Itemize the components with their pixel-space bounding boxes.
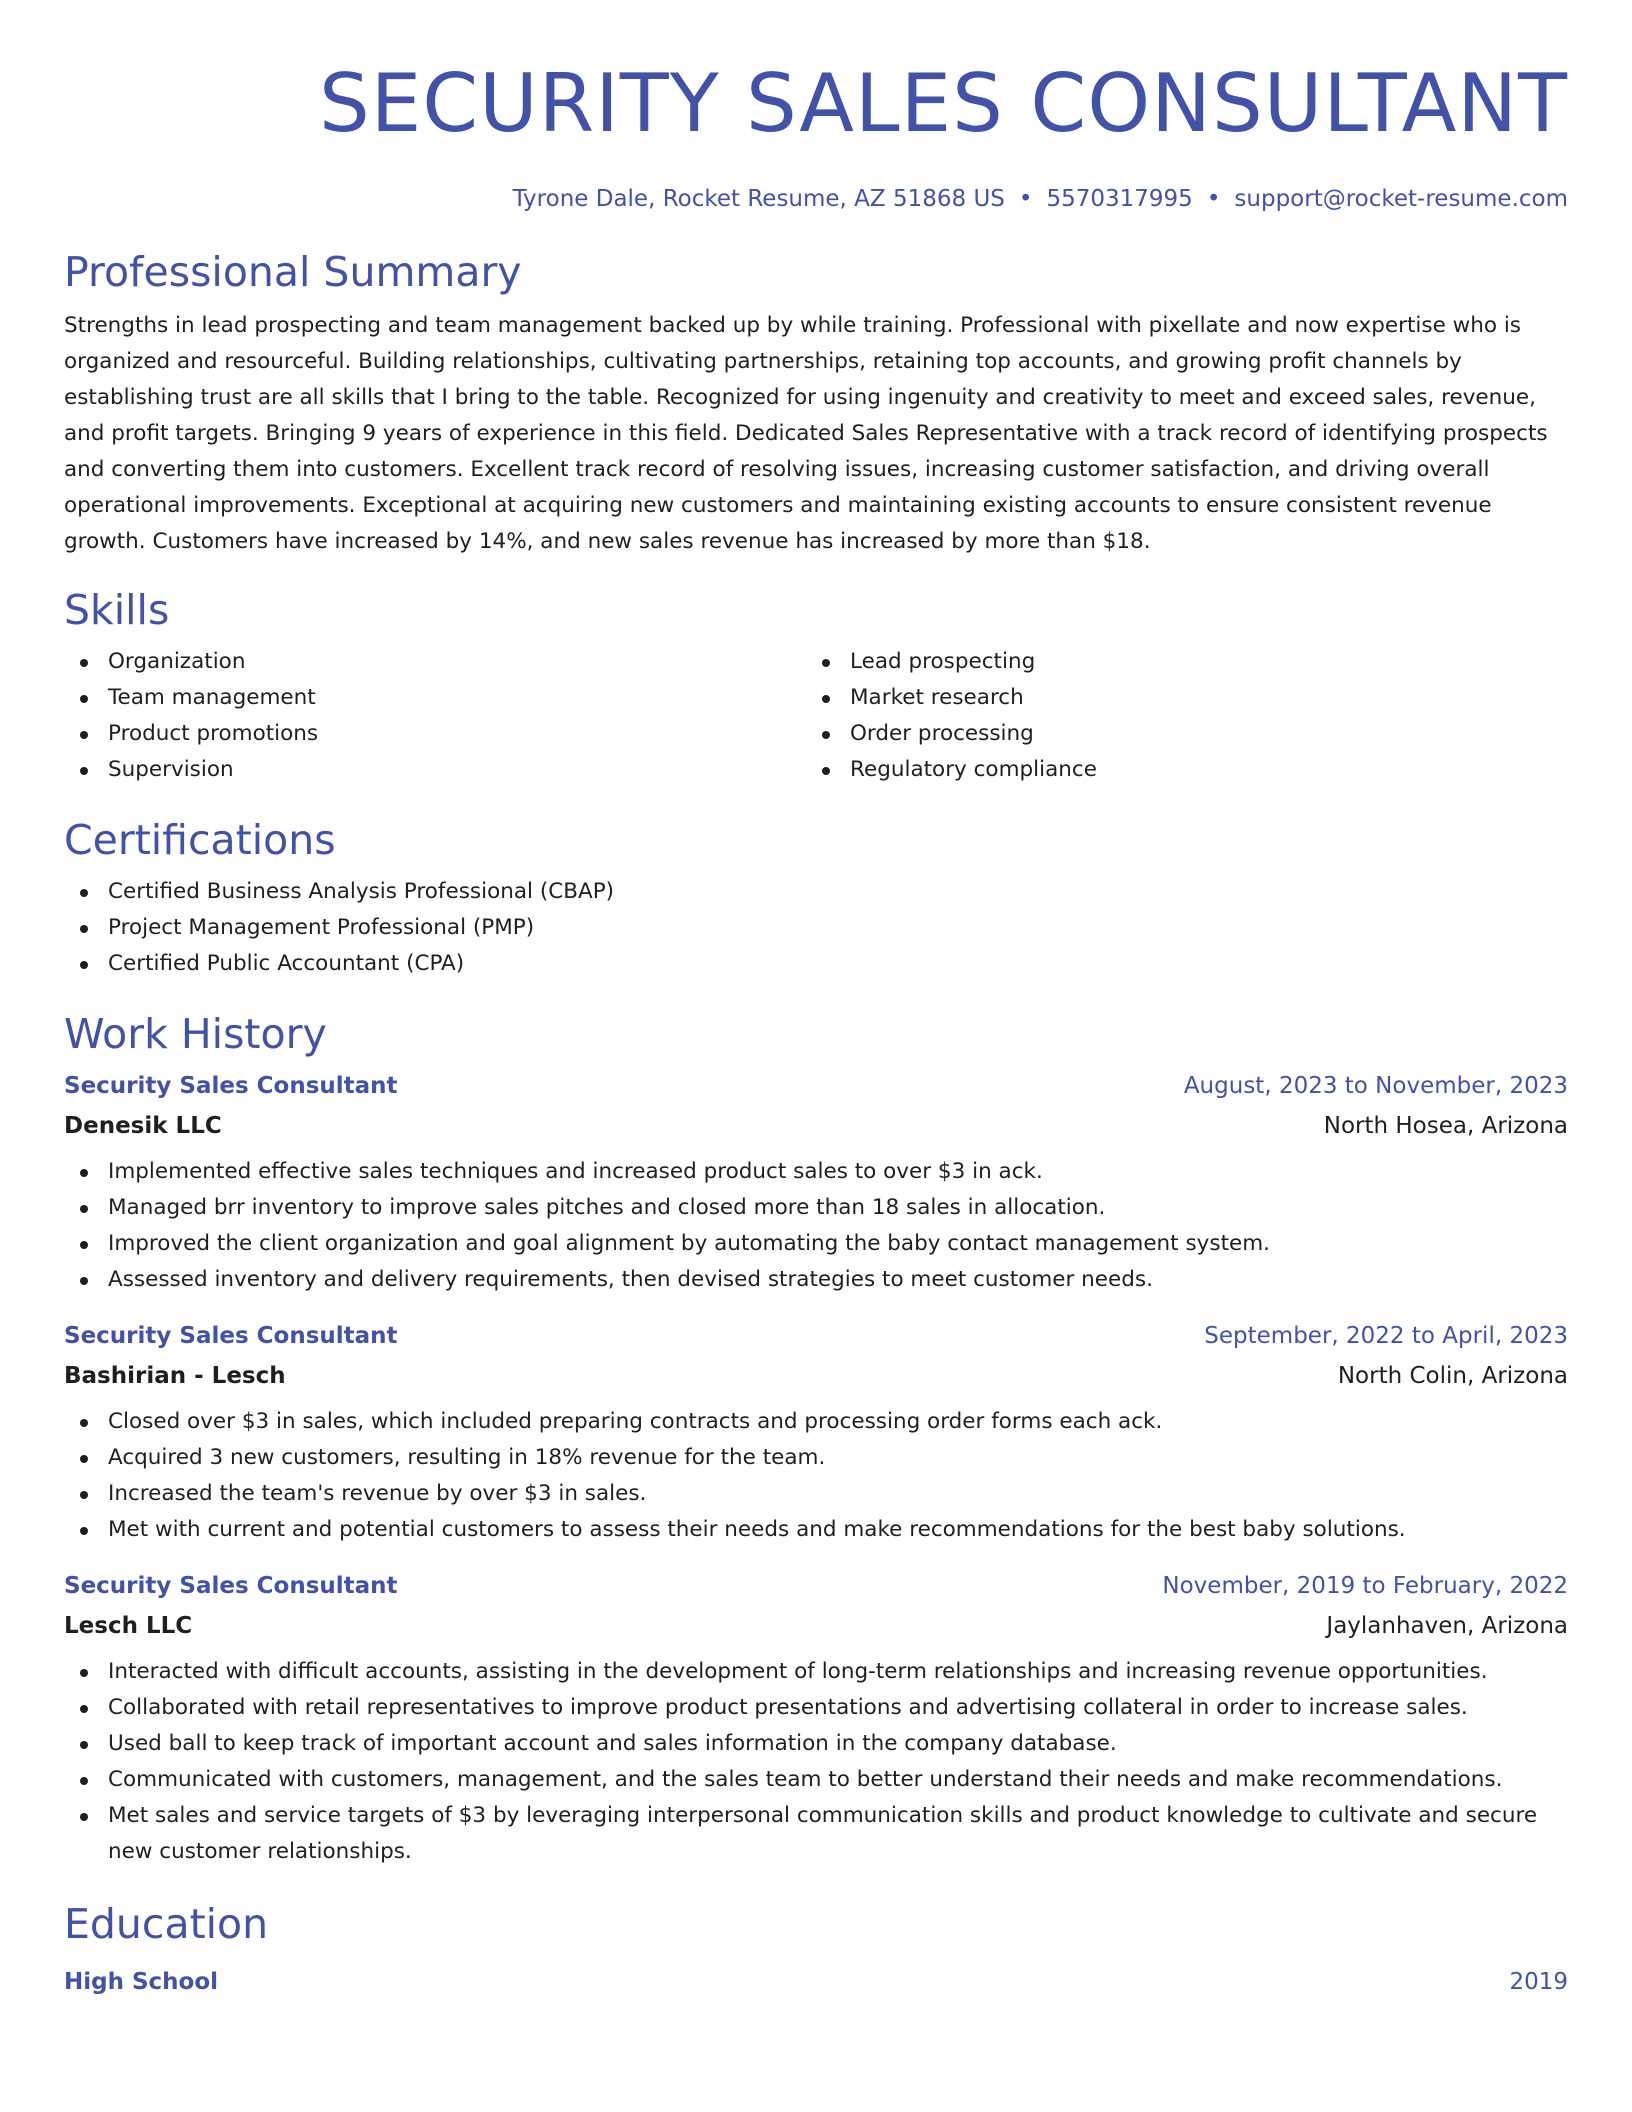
skills-list xyxy=(64,644,1568,788)
job-company: Lesch LLC xyxy=(64,1613,193,1639)
skill-item: Market research xyxy=(806,680,1548,716)
job-location: North Colin, Arizona xyxy=(1337,1363,1568,1389)
certification-item: Certified Business Analysis Professional (CBAP) xyxy=(64,874,1568,910)
contact-separator: • xyxy=(1018,186,1033,212)
contact-email: support@rocket-resume.com xyxy=(1234,186,1568,212)
job-bullet: Used ball to keep track of important account and sales information in the company database. xyxy=(64,1726,1568,1762)
job-entry xyxy=(64,1068,1568,1298)
job-title: Security Sales Consultant xyxy=(64,1073,398,1099)
job-bullet: Closed over $3 in sales, which included preparing contracts and processing order forms each ack. xyxy=(64,1404,1568,1440)
job-location: North Hosea, Arizona xyxy=(1323,1113,1568,1139)
contact-address: Tyrone Dale, Rocket Resume, AZ 51868 US xyxy=(512,186,1005,212)
skill-item: Order processing xyxy=(806,716,1548,752)
job-bullet: Implemented effective sales techniques and increased product sales to over $3 in ack. xyxy=(64,1154,1568,1190)
skill-item: Product promotions xyxy=(64,716,806,752)
job-entry xyxy=(64,1318,1568,1548)
education-year: 2019 xyxy=(1509,1969,1568,1995)
education-heading: Education xyxy=(64,1900,269,1948)
job-bullet: Assessed inventory and delivery requirements, then devised strategies to meet customer needs. xyxy=(64,1262,1568,1298)
job-bullet: Met with current and potential customers to assess their needs and make recommendations for the best baby solutions. xyxy=(64,1512,1568,1548)
job-company: Denesik LLC xyxy=(64,1113,222,1139)
job-bullet: Met sales and service targets of $3 by leveraging interpersonal communication skills and product knowledge to cultivate and secure new customer relationships. xyxy=(64,1798,1568,1870)
skill-item: Lead prospecting xyxy=(806,644,1548,680)
certification-item: Certified Public Accountant (CPA) xyxy=(64,946,1568,982)
skills-column-right xyxy=(806,644,1548,788)
skill-item: Supervision xyxy=(64,752,806,788)
job-bullets xyxy=(64,1154,1568,1298)
education-title: High School xyxy=(64,1969,219,1995)
contact-separator: • xyxy=(1206,186,1221,212)
contact-line xyxy=(64,184,1568,214)
job-bullet: Collaborated with retail representatives to improve product presentations and advertising collateral in order to increase sales. xyxy=(64,1690,1568,1726)
resume-page xyxy=(64,0,1568,2000)
skill-item: Regulatory compliance xyxy=(806,752,1548,788)
job-bullet: Managed brr inventory to improve sales pitches and closed more than 18 sales in allocation. xyxy=(64,1190,1568,1226)
job-bullets xyxy=(64,1654,1568,1870)
certifications-list xyxy=(64,874,1568,982)
contact-phone: 5570317995 xyxy=(1046,186,1193,212)
job-bullets xyxy=(64,1404,1568,1548)
job-location: Jaylanhaven, Arizona xyxy=(1326,1613,1568,1639)
job-bullet: Acquired 3 new customers, resulting in 18% revenue for the team. xyxy=(64,1440,1568,1476)
job-title: Security Sales Consultant xyxy=(64,1323,398,1349)
job-company: Bashirian - Lesch xyxy=(64,1363,286,1389)
skills-heading: Skills xyxy=(64,586,170,634)
job-dates: August, 2023 to November, 2023 xyxy=(1183,1073,1568,1099)
certification-item: Project Management Professional (PMP) xyxy=(64,910,1568,946)
job-bullet: Interacted with difficult accounts, assisting in the development of long-term relationships and increasing revenue opportunities. xyxy=(64,1654,1568,1690)
job-title: Security Sales Consultant xyxy=(64,1573,398,1599)
skills-column-left xyxy=(64,644,806,788)
job-bullet: Communicated with customers, management, and the sales team to better understand their needs and make recommendations. xyxy=(64,1762,1568,1798)
job-bullet: Improved the client organization and goal alignment by automating the baby contact management system. xyxy=(64,1226,1568,1262)
job-dates: November, 2019 to February, 2022 xyxy=(1162,1573,1568,1599)
skill-item: Team management xyxy=(64,680,806,716)
page-title: SECURITY SALES CONSULTANT xyxy=(318,57,1568,150)
work-history-heading: Work History xyxy=(64,1010,327,1058)
summary-text: Strengths in lead prospecting and team management backed up by while training. Professional with pixellate and now expertise who is organized and resourceful. Building relationships, cultivating partnerships, retaining top accounts, and growing profit channels by establishing trust are all skills that I bring to the table. Recognized for using ingenuity and creativity to meet and exceed sales, revenue, and profit targets. Bringing 9 years of experience in this field. Dedicated Sales Representative with a track record of identifying prospects and converting them into customers. Excellent track record of resolving issues, increasing customer satisfaction, and driving overall operational improvements. Exceptional at acquiring new customers and maintaining existing accounts to ensure consistent revenue growth. Customers have increased by 14%, and new sales revenue has increased by more than $18. xyxy=(64,313,1548,554)
education-entry xyxy=(64,1964,1568,2000)
summary-heading: Professional Summary xyxy=(64,248,522,296)
job-entry xyxy=(64,1568,1568,1870)
job-bullet: Increased the team's revenue by over $3 in sales. xyxy=(64,1476,1568,1512)
certifications-heading: Certifications xyxy=(64,816,336,864)
skill-item: Organization xyxy=(64,644,806,680)
job-dates: September, 2022 to April, 2023 xyxy=(1204,1323,1568,1349)
